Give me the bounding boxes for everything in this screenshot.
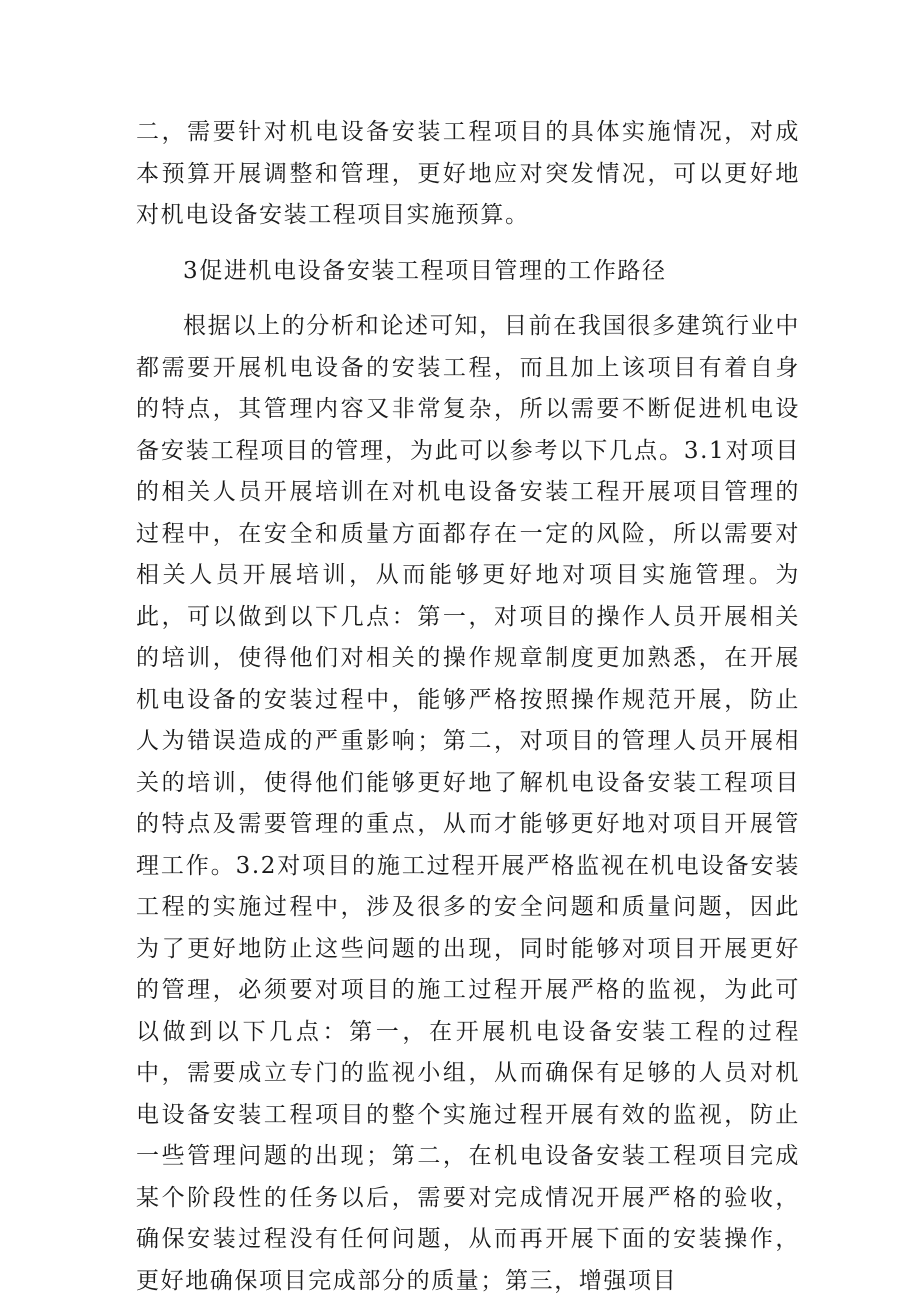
paragraph-cost-budget: 二，需要针对机电设备安装工程项目的具体实施情况，对成本预算开展调整和管理，更好地应对突发情况，可以更好地对机电设备安装工程项目实施预算。 (136, 119, 800, 228)
document-body (136, 112, 800, 1302)
section-heading-3: 3促进机电设备安装工程项目管理的工作路径 (183, 257, 667, 284)
paragraph-work-path: 根据以上的分析和论述可知，目前在我国很多建筑行业中都需要开展机电设备的安装工程，而且加上该项目有着自身的特点，其管理内容又非常复杂，所以需要不断促进机电设备安装工程项目的管理，为此可以参考以下几点。3.1对项目的相关人员开展培训在对机电设备安装工程开展项目管理的过程中，在安全和质量方面都存在一定的风险，所以需要对相关人员开展培训，从而能够更好地对项目实施管理。为此，可以做到以下几点：第一，对项目的操作人员开展相关的培训，使得他们对相关的操作规章制度更加熟悉，在开展机电设备的安装过程中，能够严格按照操作规范开展，防止人为错误造成的严重影响；第二，对项目的管理人员开展相关的培训，使得他们能够更好地了解机电设备安装工程项目的特点及需要管理的重点，从而才能够更好地对项目开展管理工作。3.2对项目的施工过程开展严格监视在机电设备安装工程的实施过程中，涉及很多的安全问题和质量问题，因此为了更好地防止这些问题的出现，同时能够对项目开展更好的管理，必须要对项目的施工过程开展严格的监视，为此可以做到以下几点：第一，在开展机电设备安装工程的过程中，需要成立专门的监视小组，从而确保有足够的人员对机电设备安装工程项目的整个实施过程开展有效的监视，防止一些管理问题的出现；第二，在机电设备安装工程项目完成某个阶段性的任务以后，需要对完成情况开展严格的验收，确保安装过程没有任何问题，从而再开展下面的安装操作，更好地确保项目完成部分的质量；第三，增强项目 (136, 313, 800, 1294)
